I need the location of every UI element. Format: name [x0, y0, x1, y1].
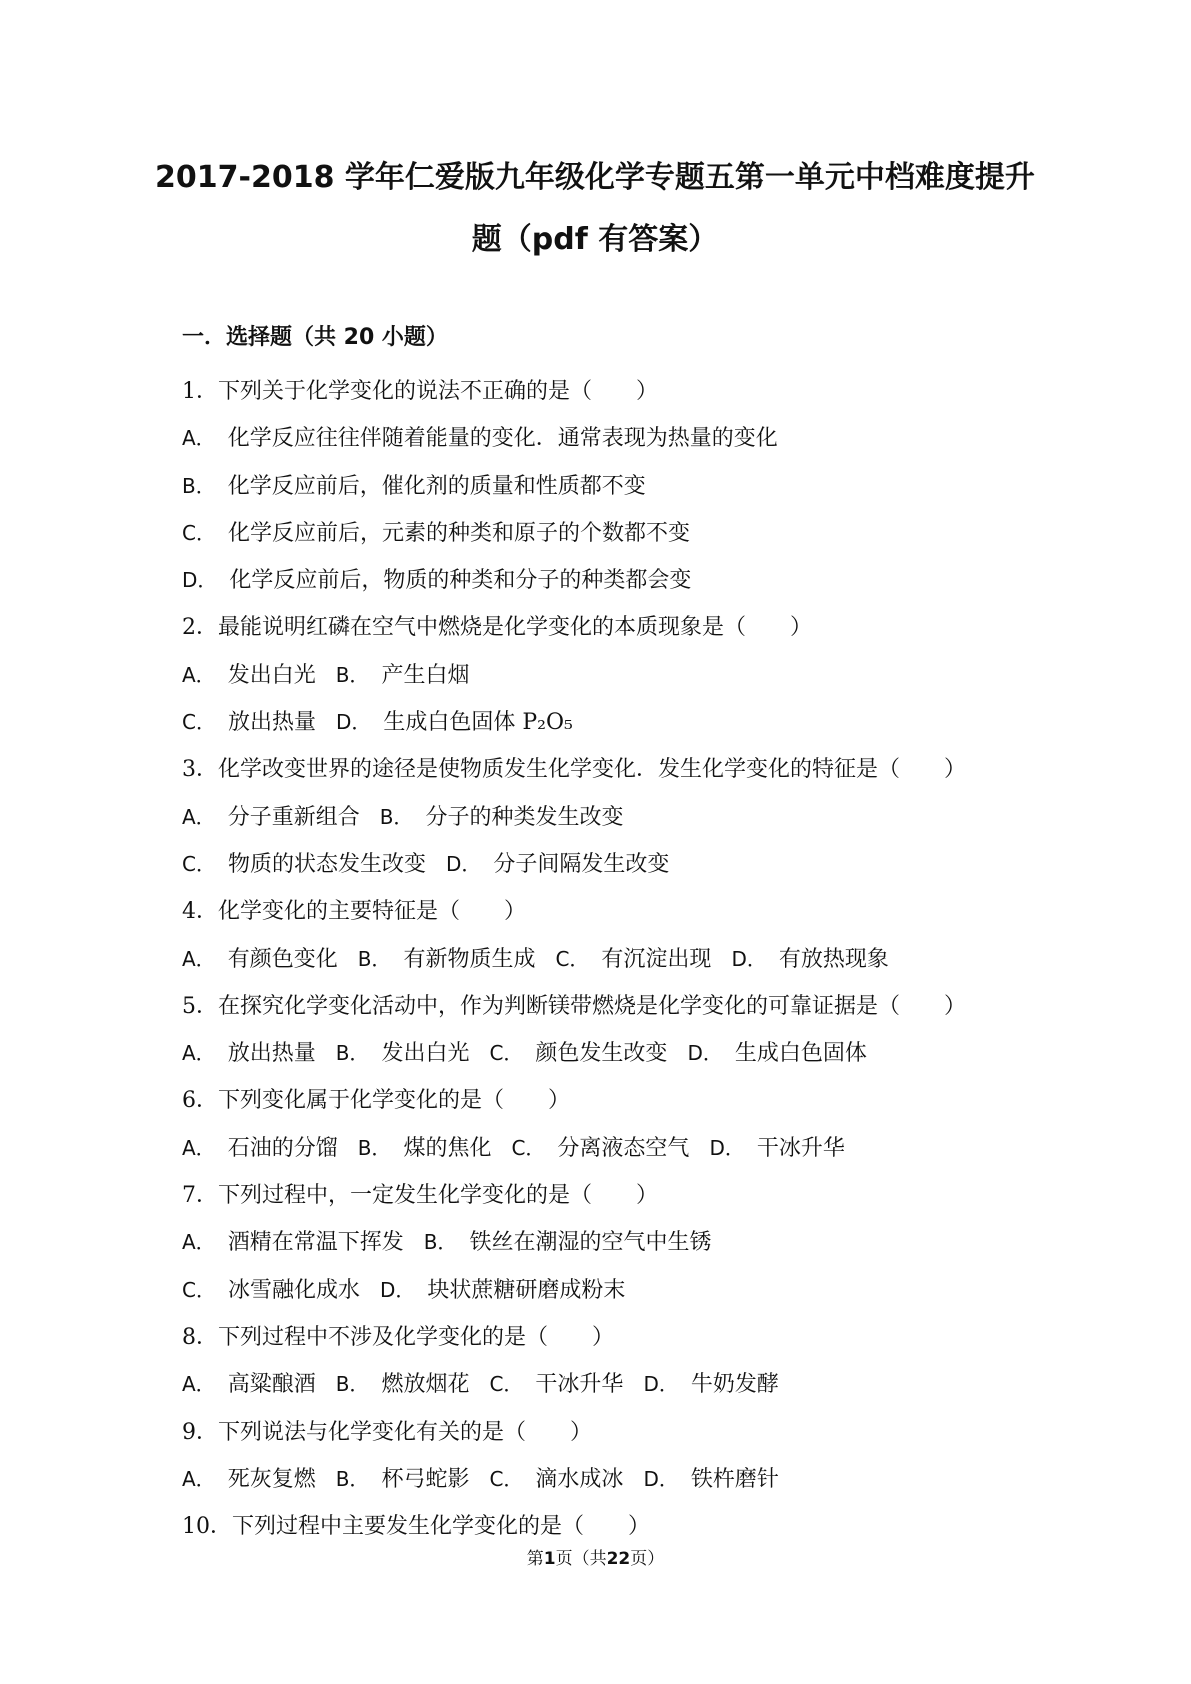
- answer-option: [182, 1267, 360, 1314]
- option-key: A．: [182, 426, 216, 451]
- answer-option: [336, 1456, 470, 1503]
- option-row: [182, 652, 1082, 699]
- option-row: [182, 1456, 1082, 1503]
- option-key: D．: [643, 1466, 679, 1491]
- answer-option: [182, 557, 691, 604]
- answer-option: [424, 1219, 712, 1266]
- answer-option: [182, 1030, 316, 1077]
- option-text: 铁杵磨针: [690, 1466, 779, 1492]
- option-key: B．: [182, 473, 216, 498]
- option-row: [182, 557, 1082, 604]
- answer-option: [182, 1219, 404, 1266]
- section-heading: 一．选择题（共 20 小题）: [182, 325, 448, 350]
- option-text: 分子重新组合: [227, 804, 360, 830]
- option-key: C．: [182, 1277, 216, 1302]
- option-text: 燃放烟花: [381, 1372, 470, 1398]
- answer-option: [511, 1125, 689, 1172]
- footer-middle: 页（共: [555, 1549, 607, 1569]
- answer-option: [489, 1361, 623, 1408]
- option-text: 化学反应前后，催化剂的质量和性质都不变: [227, 473, 646, 499]
- answer-option: [182, 1125, 338, 1172]
- answer-option: [489, 1456, 623, 1503]
- option-key: B．: [357, 946, 392, 971]
- question-stem: 2．最能说明红磷在空气中燃烧是化学变化的本质现象是（ ）: [182, 615, 812, 641]
- question-list: [182, 368, 1082, 1550]
- option-text: 块状蔗糖研磨成粉末: [427, 1277, 626, 1303]
- option-key: A．: [182, 1230, 216, 1255]
- answer-option: [336, 1361, 470, 1408]
- option-row: [182, 1267, 1082, 1314]
- answer-option: [643, 1456, 778, 1503]
- answer-option: [446, 841, 669, 888]
- option-text: 物质的状态发生改变: [227, 851, 426, 877]
- answer-option: [555, 936, 711, 983]
- option-key: D．: [335, 710, 372, 735]
- answer-option: [182, 652, 316, 699]
- option-row: [182, 841, 1082, 888]
- option-text: 颜色发生改变: [535, 1041, 668, 1067]
- option-key: D．: [709, 1135, 745, 1160]
- option-key: A．: [182, 804, 216, 829]
- option-row: [182, 510, 1082, 557]
- option-key: C．: [182, 520, 216, 545]
- option-row: [182, 463, 1082, 510]
- answer-option: [358, 936, 536, 983]
- footer-page-number: 1: [543, 1549, 556, 1569]
- question-stem: 5．在探究化学变化活动中，作为判断镁带燃烧是化学变化的可靠证据是（ ）: [182, 993, 966, 1019]
- question-stem: 7．下列过程中，一定发生化学变化的是（ ）: [182, 1183, 658, 1209]
- option-key: D．: [643, 1372, 679, 1397]
- option-text: 煤的焦化: [403, 1135, 492, 1161]
- option-text: 冰雪融化成水: [227, 1277, 360, 1303]
- option-text: 有沉淀出现: [601, 946, 712, 972]
- option-key: C．: [489, 1372, 524, 1397]
- option-text: 发出白光: [227, 662, 316, 688]
- option-text: 分子间隔发生改变: [493, 851, 670, 877]
- option-text: 化学反应往往伴随着能量的变化．通常表现为热量的变化: [227, 426, 778, 452]
- option-key: B．: [335, 1372, 370, 1397]
- question-stem: 9．下列说法与化学变化有关的是（ ）: [182, 1419, 592, 1445]
- option-key: C．: [489, 1466, 524, 1491]
- option-text: 放出热量: [227, 1041, 316, 1067]
- option-key: D．: [182, 568, 218, 593]
- option-row: [182, 1219, 1082, 1266]
- option-key: A．: [182, 1466, 216, 1491]
- option-text: 化学反应前后，物质的种类和分子的种类都会变: [229, 568, 692, 594]
- option-text: 牛奶发酵: [690, 1372, 779, 1398]
- option-key: B．: [379, 804, 414, 829]
- option-key: B．: [335, 662, 370, 687]
- option-key: A．: [182, 1372, 216, 1397]
- answer-option: [182, 1361, 316, 1408]
- question-stem: 8．下列过程中不涉及化学变化的是（ ）: [182, 1324, 614, 1350]
- answer-option: [182, 1456, 316, 1503]
- document-title-line-1: 2017-2018 学年仁爱版九年级化学专题五第一单元中档难度提升: [155, 160, 1035, 195]
- answer-option: [182, 463, 646, 510]
- option-key: D．: [731, 946, 767, 971]
- option-text: 化学反应前后，元素的种类和原子的个数都不变: [227, 520, 690, 546]
- answer-option: [182, 794, 360, 841]
- question-stem: 1．下列关于化学变化的说法不正确的是（ ）: [182, 379, 658, 404]
- option-key: A．: [182, 662, 216, 687]
- option-text: 分离液态空气: [557, 1135, 690, 1161]
- option-text: 干冰升华: [756, 1135, 845, 1161]
- answer-option: [336, 1030, 470, 1077]
- answer-option: [709, 1125, 844, 1172]
- option-key: C．: [182, 710, 216, 735]
- option-key: B．: [357, 1135, 392, 1160]
- footer-suffix: 页）: [630, 1549, 665, 1569]
- option-text: 放出热量: [227, 710, 316, 736]
- answer-option: [182, 699, 316, 746]
- option-text: 生成白色固体: [734, 1041, 867, 1067]
- option-key: A．: [182, 946, 216, 971]
- option-key: C．: [182, 851, 216, 876]
- answer-option: [731, 936, 888, 983]
- option-text: 石油的分馏: [227, 1135, 338, 1161]
- option-key: B．: [423, 1230, 458, 1255]
- option-key: C．: [555, 946, 590, 971]
- option-key: A．: [182, 1135, 216, 1160]
- option-row: [182, 1125, 1082, 1172]
- footer-prefix: 第: [526, 1549, 544, 1569]
- question-stem: 4．化学变化的主要特征是（ ）: [182, 899, 526, 925]
- option-row: [182, 699, 1082, 746]
- answer-option: [358, 1125, 492, 1172]
- document-title-line-2: 题（pdf 有答案）: [471, 222, 719, 257]
- option-key: D．: [445, 851, 482, 876]
- option-key: D．: [687, 1041, 723, 1066]
- option-text: 死灰复燃: [227, 1466, 316, 1492]
- option-text: 有颜色变化: [227, 946, 338, 972]
- question-stem: 10．下列过程中主要发生化学变化的是（ ）: [182, 1514, 650, 1540]
- answer-option: [380, 1267, 625, 1314]
- option-text: 产生白烟: [381, 662, 470, 688]
- option-text: 铁丝在潮湿的空气中生锈: [469, 1230, 712, 1256]
- option-text: 干冰升华: [535, 1372, 624, 1398]
- answer-option: [182, 415, 778, 462]
- footer-total-pages: 22: [606, 1549, 631, 1569]
- answer-option: [643, 1361, 778, 1408]
- option-key: D．: [379, 1277, 416, 1302]
- option-text: 分子的种类发生改变: [425, 804, 624, 830]
- option-row: [182, 936, 1082, 983]
- option-text: 生成白色固体 P₂O₅: [383, 710, 573, 736]
- option-row: [182, 415, 1082, 462]
- answer-option: [336, 699, 573, 746]
- option-key: B．: [335, 1466, 370, 1491]
- answer-option: [182, 936, 338, 983]
- answer-option: [182, 510, 690, 557]
- option-key: B．: [335, 1041, 370, 1066]
- answer-option: [336, 652, 470, 699]
- option-text: 有新物质生成: [403, 946, 536, 972]
- option-row: [182, 1030, 1082, 1077]
- answer-option: [489, 1030, 667, 1077]
- answer-option: [182, 841, 426, 888]
- question-stem: 3．化学改变世界的途径是使物质发生化学变化．发生化学变化的特征是（ ）: [182, 757, 966, 783]
- option-text: 发出白光: [381, 1041, 470, 1067]
- option-text: 酒精在常温下挥发: [227, 1230, 404, 1256]
- option-text: 有放热现象: [778, 946, 889, 972]
- answer-option: [380, 794, 624, 841]
- option-key: A．: [182, 1041, 216, 1066]
- option-text: 滴水成冰: [535, 1466, 624, 1492]
- option-key: C．: [511, 1135, 546, 1160]
- answer-option: [687, 1030, 866, 1077]
- option-key: C．: [489, 1041, 524, 1066]
- question-stem: 6．下列变化属于化学变化的是（ ）: [182, 1088, 570, 1114]
- option-row: [182, 1361, 1082, 1408]
- option-text: 杯弓蛇影: [381, 1466, 470, 1492]
- option-text: 高粱酿酒: [227, 1372, 316, 1398]
- option-row: [182, 794, 1082, 841]
- page-footer: [0, 1547, 1191, 1571]
